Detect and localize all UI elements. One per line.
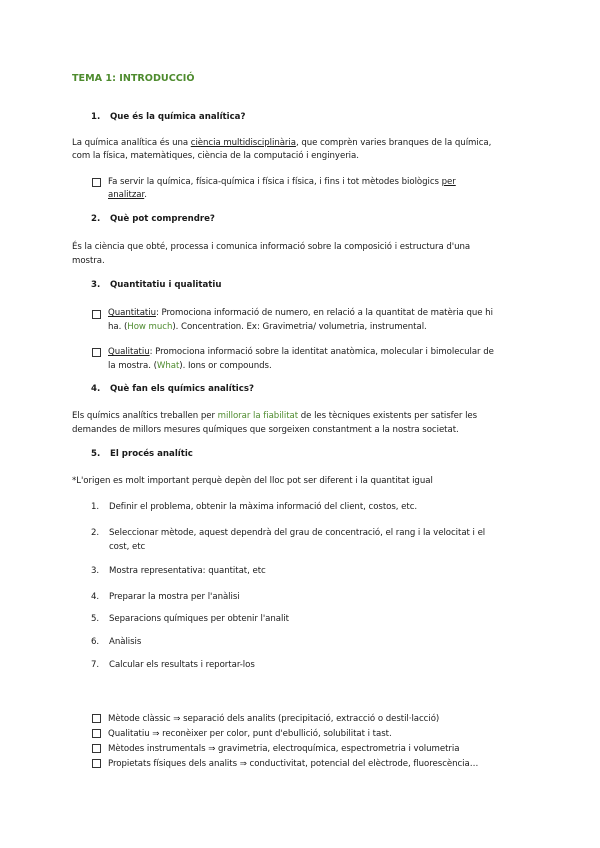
section-title: Què fan els químics analítics? [110,384,254,394]
section-number: 3. [91,280,101,290]
section-number: 2. [91,214,101,224]
checkbox[interactable] [92,178,101,187]
list-item-number: 5. [91,614,100,624]
section-title: Que és la química analítica? [110,112,246,122]
text-run: , que comprèn varies branques de la química, [295,138,492,148]
section-title: El procés analític [110,449,193,459]
list-item-number: 3. [91,566,100,576]
list-item-text: cost, etc [109,542,146,552]
list-item [91,500,417,514]
section-4-heading [91,384,254,394]
note-text: *L'origen es molt important perquè depèn del lloc pot ser diferent i la quantitat igual [72,476,433,486]
underlined-term: Qualitatiu [108,347,150,357]
section-3-heading [91,280,221,290]
text-run: Propietats físiques dels analits [108,759,240,769]
page-title: TEMA 1: INTRODUCCIÓ [72,73,195,84]
highlight-text: millorar la fiabilitat [217,411,299,421]
double-arrow-icon: ⇒ [152,729,160,739]
underlined-term: per [441,177,456,187]
checkbox-label-line [108,359,272,373]
double-arrow-icon: ⇒ [239,759,247,769]
text-run: Qualitatiu [108,729,153,739]
double-arrow-icon: ⇒ [173,714,181,724]
text-run: Fa servir la química, física-química i física i física, i fins i tot mètodes biològics [108,177,442,187]
checkbox-label-line [108,727,392,741]
list-item-number: 6. [91,637,100,647]
paragraph-line: demandes de millors mesures químiques que sorgeixen constantment a la nostra societat. [72,425,459,435]
text-run: La química analítica és una [72,138,191,148]
list-item-text: Anàlisis [109,637,142,647]
paragraph-line: És la ciència que obté, processa i comunica informació sobre la composició i estructura d'una [72,242,471,252]
underlined-term: ciència multidisciplinària [190,138,296,148]
checkbox[interactable] [92,310,101,319]
section-number: 4. [91,384,101,394]
checkbox[interactable] [92,729,101,738]
text-run: Mètode clàssic [108,714,174,724]
checkbox-label-line [108,320,427,334]
checkbox-label-line [108,345,494,359]
list-item [91,612,289,626]
list-item-number: 1. [91,502,100,512]
text-run: Mètodes instrumentals [108,744,209,754]
double-arrow-icon: ⇒ [208,744,216,754]
text-run: ha. ( [108,322,128,332]
section-5-heading [91,449,193,459]
checkbox-label-line [108,175,456,189]
section-title: Quantitatiu i qualitatiu [110,280,222,290]
list-item-text: Calcular els resultats i reportar-los [109,660,255,670]
section-2-heading [91,214,215,224]
list-item [91,564,266,578]
checkbox-label-line [108,742,459,756]
text-run: : Promociona informació de numero, en relació a la quantitat de matèria que hi [155,308,493,318]
underlined-term: analitzar [108,190,145,200]
paragraph-line [72,409,477,423]
list-item [91,658,255,672]
checkbox[interactable] [92,348,101,357]
text-run: ). Ions or compounds. [179,361,272,371]
list-item [91,526,485,554]
section-number: 5. [91,449,101,459]
text-run: separació dels analits (precipitació, extracció o destil·lacció) [180,714,440,724]
text-run: reconèixer per color, punt d'ebullició, solubilitat i tast. [159,729,392,739]
section-title: Què pot comprendre? [110,214,215,224]
text-run: de les tècniques existents per satisfer les [298,411,478,421]
checkbox[interactable] [92,744,101,753]
list-item-text: Mostra representativa: quantitat, etc [109,566,266,576]
section-1-heading [91,112,245,122]
text-run: la mostra. ( [108,361,157,371]
checkbox-label-line [108,188,147,202]
list-item [91,635,141,649]
list-item-text: Preparar la mostra per l'anàlisi [109,592,240,602]
list-item-text: Definir el problema, obtenir la màxima informació del client, costos, etc. [109,502,418,512]
checkbox-label-line [108,306,493,320]
text-run: : Promociona informació sobre la identitat anatòmica, molecular i bimolecular de [149,347,494,357]
list-item-number: 7. [91,660,100,670]
text-run: . [144,190,147,200]
list-item-number: 2. [91,528,100,538]
paragraph-line: com la física, matemàtiques, ciència de la computació i enginyeria. [72,151,359,161]
underlined-term: Quantitatiu [108,308,156,318]
checkbox-label-line [108,712,439,726]
checkbox-label-line [108,757,478,771]
text-run: conductivitat, potencial del elèctrode, fluorescència… [246,759,479,769]
list-item-text: Separacions químiques per obtenir l'analit [109,614,289,624]
checkbox[interactable] [92,714,101,723]
list-item-number: 4. [91,592,100,602]
highlight-text: What [156,361,180,371]
paragraph-line [72,136,491,150]
section-number: 1. [91,112,101,122]
list-item [91,590,240,604]
text-run: gravimetria, electroquímica, espectrometria i volumetria [215,744,460,754]
highlight-text: How much [127,322,173,332]
text-run: ). Concentration. Ex: Gravimetria/ volumetria, instrumental. [172,322,427,332]
text-run: Els químics analítics treballen per [72,411,218,421]
list-item-text: Seleccionar mètode, aquest dependrà del grau de concentració, el rang i la velocitat i el [109,528,486,538]
checkbox[interactable] [92,759,101,768]
paragraph-line: mostra. [72,256,105,266]
